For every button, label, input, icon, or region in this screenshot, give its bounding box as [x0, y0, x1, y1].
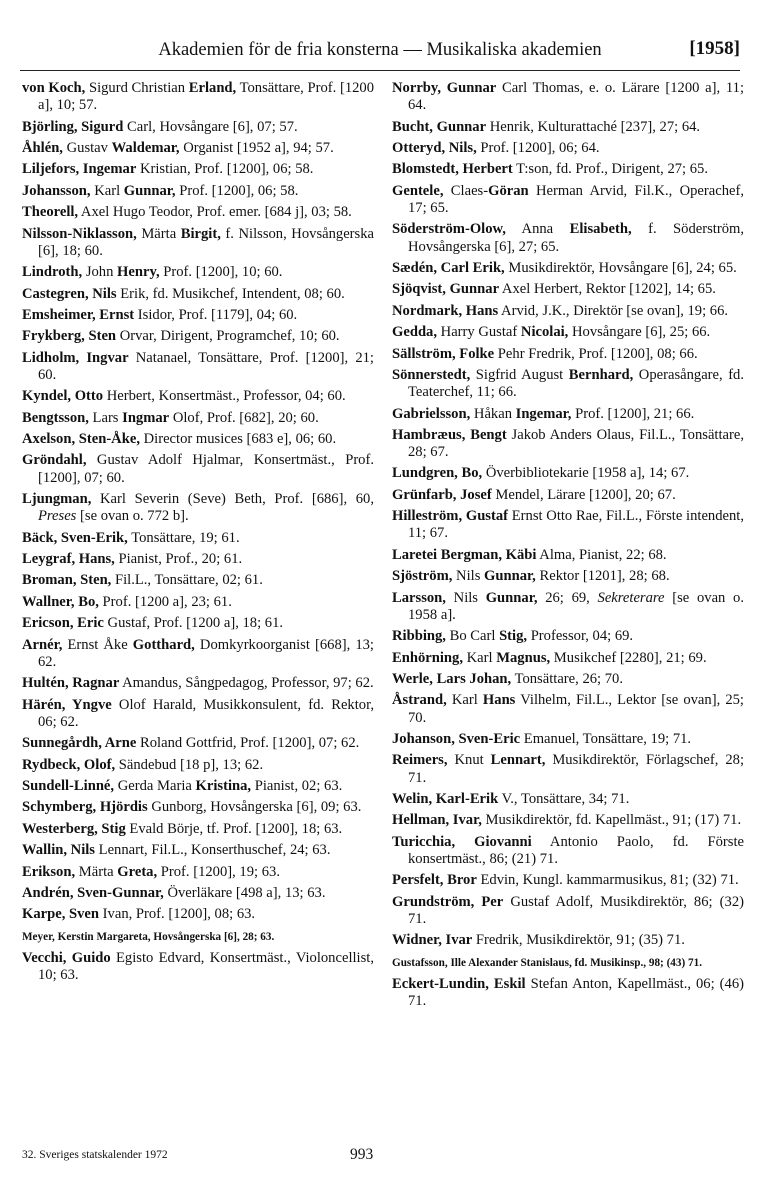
- entry-text: Prof. [1200], 21; 66.: [571, 405, 695, 422]
- page-header: [20, 38, 740, 64]
- register-entry: [392, 590, 744, 624]
- register-entry: [22, 226, 374, 260]
- entry-name: Reimers,: [392, 752, 448, 769]
- register-entry: [22, 183, 374, 200]
- entry-name: Henry,: [117, 264, 160, 281]
- register-entry: [392, 568, 744, 585]
- register-entry: [22, 286, 374, 303]
- entry-text: Herbert, Konsertmäst., Professor, 04; 60.: [103, 388, 346, 405]
- register-entry: [22, 757, 374, 774]
- register-entry: [392, 487, 744, 504]
- register-entry: [22, 204, 374, 221]
- register-entry: [22, 735, 374, 752]
- entry-text: Håkan: [470, 405, 516, 422]
- register-entry: [22, 864, 374, 881]
- register-entry: [22, 80, 374, 114]
- running-title: Akademien för de fria konsterna — Musikaliska akademien: [158, 40, 602, 60]
- register-entry: [22, 778, 374, 795]
- entry-name: Lundgren, Bo,: [392, 465, 483, 482]
- entry-name: Gunnar,: [485, 589, 538, 606]
- entry-text: Claes-: [443, 182, 489, 199]
- entry-text: Sigurd Christian: [85, 80, 189, 96]
- entry-name: Johansson,: [22, 182, 91, 199]
- entry-text: 26; 69,: [537, 589, 598, 606]
- entry-name: Wallner, Bo,: [22, 593, 99, 610]
- register-entry: [392, 872, 744, 889]
- register-entry: [392, 119, 744, 136]
- register-entry: [392, 628, 744, 645]
- entry-name: Grundström, Per: [392, 893, 504, 910]
- entry-name: Leygraf, Hans,: [22, 551, 115, 568]
- entry-text: Arvid, J.K., Direktör [se ovan], 19; 66.: [498, 302, 729, 319]
- entry-name: Ingmar: [122, 409, 170, 426]
- register-entry: [22, 119, 374, 136]
- entry-name: Kristina,: [195, 777, 252, 794]
- entry-name: Magnus,: [496, 649, 551, 666]
- register-entry: [392, 894, 744, 928]
- entry-text: Gerda Maria: [114, 777, 196, 794]
- entry-text: Organist [1952 a], 94; 57.: [179, 139, 334, 156]
- entry-text: Karl: [446, 692, 483, 709]
- entry-name: Rydbeck, Olof,: [22, 756, 116, 773]
- entry-name: Liljefors, Ingemar: [22, 161, 137, 178]
- entry-text: Musikdirektör, Hovsångare [6], 24; 65.: [504, 259, 737, 276]
- entry-text: Jakob Anders Olaus, Fil.L., Tonsättare, 28; 67.: [408, 426, 744, 461]
- register-entry: [392, 692, 744, 726]
- entry-text: Evald Börje, tf. Prof. [1200], 18; 63.: [125, 820, 343, 837]
- entry-text: Stefan Anton, Kapellmäst., 06; (46) 71.: [408, 976, 744, 1010]
- entry-name: Vecchi, Guido: [22, 950, 111, 967]
- entry-name: Erikson,: [22, 863, 76, 880]
- entry-text: Överläkare [498 a], 13; 63.: [163, 884, 326, 901]
- entry-name: Söderström-Olow,: [392, 221, 506, 238]
- entry-text: Prof. [1200 a], 23; 61.: [98, 593, 232, 610]
- entry-name: Norrby, Gunnar: [392, 80, 497, 96]
- entry-name: Larsson,: [392, 589, 446, 606]
- entry-name: Blomstedt, Herbert: [392, 161, 513, 178]
- register-entry: [392, 508, 744, 542]
- register-entry: [22, 551, 374, 568]
- register-entry: [22, 697, 374, 731]
- entry-name: Nicolai,: [520, 324, 569, 341]
- entry-text: Knut: [447, 752, 491, 769]
- entry-text: Nils: [445, 589, 486, 606]
- entry-text: Kristian, Prof. [1200], 06; 58.: [136, 161, 314, 178]
- entry-text: Tonsättare, Prof. [1200 a], 10; 57.: [38, 80, 375, 114]
- entry-name: Gotthard,: [132, 636, 195, 653]
- entry-name: Lennart,: [490, 752, 546, 769]
- entry-text: Musikdirektör, Förlagschef, 28; 71.: [408, 752, 744, 786]
- entry-name: Ericson, Eric: [22, 615, 104, 632]
- register-entry: [392, 221, 744, 255]
- entry-text: Anna: [505, 221, 570, 238]
- entry-text: V., Tonsättare, 34; 71.: [498, 790, 630, 807]
- entry-name: Nilsson-Niklasson,: [22, 225, 137, 242]
- entry-name: Johanson, Sven-Eric: [392, 731, 521, 747]
- entry-text: Ernst Åke: [62, 636, 133, 653]
- entry-text: Amandus, Sångpedagog, Professor, 97; 62.: [119, 675, 374, 692]
- entry-text: Antonio Paolo, fd. Förste konsertmäst., 86; (21) 71.: [408, 833, 744, 867]
- entry-text: Orvar, Dirigent, Programchef, 10; 60.: [116, 328, 340, 345]
- entry-name: Welin, Karl-Erik: [392, 790, 499, 807]
- register-entry: [22, 491, 374, 525]
- entry-text: Gustaf Adolf, Musikdirektör, 86; (32) 71.: [408, 893, 744, 927]
- register-entry: [392, 547, 744, 564]
- entry-text: Musikdirektör, fd. Kapellmäst., 91; (17) 71.: [481, 812, 742, 829]
- entry-name: Åstrand,: [392, 692, 447, 709]
- entry-text: Harry Gustaf: [437, 324, 521, 341]
- register-entry: [22, 530, 374, 547]
- entry-text: Fredrik, Musikdirektör, 91; (35) 71.: [472, 932, 685, 949]
- entry-text: Henrik, Kulturattaché [237], 27; 64.: [486, 118, 701, 135]
- entry-name: Theorell,: [22, 204, 79, 221]
- entry-name: Göran: [488, 182, 529, 199]
- entry-text: Natanael, Tonsättare, Prof. [1200], 21; 60.: [38, 349, 374, 383]
- entry-name: Greta,: [117, 863, 158, 880]
- entry-name: Gunnar,: [484, 568, 536, 585]
- entry-text: Lennart, Fil.L., Konserthuschef, 24; 63.: [95, 842, 331, 859]
- entry-text: Gustav: [62, 139, 112, 156]
- entry-text: Domkyrkoorganist [668], 13; 62.: [38, 636, 374, 670]
- entry-text: f. Nilsson, Hovsångerska [6], 18; 60.: [38, 225, 374, 259]
- entry-text: Ernst Otto Rae, Fil.L., Förste intendent, 11; 67.: [408, 508, 744, 542]
- entry-text: [se ovan o. 1958 a].: [408, 589, 744, 623]
- entry-text: Rektor [1201], 28; 68.: [535, 568, 670, 585]
- entry-text: Nils: [452, 568, 485, 585]
- register-entry: [22, 140, 374, 157]
- register-entry: [392, 80, 744, 114]
- register-entry: [22, 161, 374, 178]
- entry-name: Ingemar,: [515, 405, 572, 422]
- entry-text: Hovsångare [6], 25; 66.: [568, 324, 711, 341]
- register-entry: [392, 752, 744, 786]
- register-entry: [392, 346, 744, 363]
- entry-text: Mendel, Lärare [1200], 20; 67.: [491, 486, 676, 503]
- entry-text: Alma, Pianist, 22; 68.: [536, 546, 667, 563]
- register-entry: [392, 731, 744, 748]
- entry-name: Sönnerstedt,: [392, 366, 471, 383]
- register-entry: [22, 928, 374, 946]
- entry-text: Preses: [38, 508, 77, 525]
- entry-text: Pianist, Prof., 20; 61.: [114, 551, 243, 568]
- register-entry: [392, 812, 744, 829]
- entry-name: Hultén, Ragnar: [22, 675, 120, 692]
- entry-text: Axel Hugo Teodor, Prof. emer. [684 j], 03; 58.: [78, 204, 352, 221]
- entry-name: Åhlén,: [22, 139, 63, 156]
- entry-name: Laretei Bergman, Käbi: [392, 546, 537, 563]
- register-entry: [22, 885, 374, 902]
- register-entry: [392, 183, 744, 217]
- entry-text: Axel Herbert, Rektor [1202], 14; 65.: [499, 281, 716, 298]
- entry-text: Operasångare, fd. Teaterchef, 11; 66.: [408, 366, 745, 401]
- register-entry: [22, 615, 374, 632]
- entry-name: Turicchia, Giovanni: [392, 833, 532, 850]
- entry-text: John: [82, 264, 118, 281]
- entry-name: Gentele,: [392, 182, 444, 199]
- entry-name: Elisabeth,: [569, 221, 632, 238]
- entry-text: Fil.L., Tonsättare, 02; 61.: [111, 572, 263, 589]
- register-entry: [392, 324, 744, 341]
- entry-name: Schymberg, Hjördis: [22, 799, 148, 816]
- entry-text: Isidor, Prof. [1179], 04; 60.: [134, 306, 298, 323]
- entry-name: Broman, Sten,: [22, 572, 112, 589]
- entry-text: Musikchef [2280], 21; 69.: [550, 649, 707, 666]
- register-entry: [22, 452, 374, 486]
- entry-name: Axelson, Sten-Åke,: [22, 431, 140, 448]
- entry-name: Hans: [482, 692, 516, 709]
- entry-text: Olof, Prof. [682], 20; 60.: [169, 409, 319, 426]
- entry-text: Karl: [90, 182, 124, 199]
- header-rule: [20, 70, 740, 71]
- entry-name: Gedda,: [392, 324, 438, 341]
- entry-name: Eckert-Lundin, Eskil: [392, 976, 526, 993]
- register-entry: [22, 350, 374, 384]
- entry-name: Gunnar,: [123, 182, 176, 199]
- entry-name: Ljungman,: [22, 491, 92, 508]
- entry-text: Prof. [1200], 10; 60.: [159, 264, 283, 281]
- entry-name: Sunnegårdh, Arne: [22, 735, 137, 752]
- entry-text: Egisto Edvard, Konsertmäst., Violoncellist, 10; 63.: [38, 950, 374, 984]
- register-entry: [22, 950, 374, 984]
- entry-text: [se ovan o. 772 b].: [76, 508, 189, 525]
- register-entry: [392, 367, 744, 401]
- entry-text: Roland Gottfrid, Prof. [1200], 07; 62.: [136, 735, 360, 752]
- entry-text: Märta: [75, 863, 118, 880]
- entry-text: Olof Harald, Musikkonsulent, fd. Rektor, 06; 62.: [38, 696, 375, 730]
- entry-text: T:son, fd. Prof., Dirigent, 27; 65.: [512, 161, 708, 178]
- entry-name: Hilleström, Gustaf: [392, 508, 509, 525]
- register-entry: [22, 799, 374, 816]
- entry-name: Waldemar,: [111, 139, 180, 156]
- register-entry: [22, 328, 374, 345]
- entry-name: Bäck, Sven-Erik,: [22, 529, 128, 546]
- entry-name: Westerberg, Stig: [22, 820, 126, 837]
- entry-text: Herman Arvid, Fil.K., Operachef, 17; 65.: [408, 182, 744, 216]
- register-entry: [392, 791, 744, 808]
- entry-name: Bengtsson,: [22, 409, 89, 426]
- entry-name: Werle, Lars Johan,: [392, 671, 512, 688]
- register-entry: [22, 675, 374, 692]
- entry-name: Gustafsson, Ille Alexander Stanislaus, fd. Musikinsp., 98; (43) 71.: [392, 956, 702, 969]
- entry-text: Ivan, Prof. [1200], 08; 63.: [99, 906, 256, 923]
- entry-name: Meyer, Kerstin Margareta, Hovsångerska [6], 28; 63.: [22, 930, 275, 943]
- entry-text: Överbibliotekarie [1958 a], 14; 67.: [482, 465, 690, 482]
- entry-text: Edvin, Kungl. kammarmusikus, 81; (32) 71.: [476, 872, 739, 889]
- entry-text: Sigfrid August: [470, 366, 569, 383]
- register-entry: [22, 906, 374, 923]
- entry-text: Carl, Hovsångare [6], 07; 57.: [123, 118, 298, 135]
- register-entry: [392, 932, 744, 949]
- entry-name: Stig,: [499, 628, 528, 645]
- entry-name: Sundell-Linné,: [22, 777, 115, 794]
- register-entry: [392, 406, 744, 423]
- entry-name: Arnér,: [22, 636, 63, 653]
- entry-text: Gunborg, Hovsångerska [6], 09; 63.: [147, 799, 362, 816]
- entry-name: Sällström, Folke: [392, 345, 495, 362]
- entry-text: f. Söderström, Hovsångerska [6], 27; 65.: [408, 221, 744, 255]
- entry-text: Gustav Adolf Hjalmar, Konsertmäst., Prof. [1200], 07; 60.: [38, 452, 374, 486]
- entry-name: Erland,: [188, 80, 237, 96]
- entry-text: Tonsättare, 26; 70.: [511, 671, 623, 688]
- entry-name: Otteryd, Nils,: [392, 139, 477, 156]
- entry-name: Hellman, Ivar,: [392, 812, 482, 829]
- entry-name: Ribbing,: [392, 628, 446, 645]
- entry-text: Pianist, 02; 63.: [251, 777, 343, 794]
- register-entry: [392, 140, 744, 157]
- register-entry: [392, 281, 744, 298]
- entry-name: Enhörning,: [392, 649, 463, 666]
- register-entry: [392, 465, 744, 482]
- entry-text: Prof. [1200], 06; 58.: [175, 182, 299, 199]
- entry-name: von Koch,: [22, 80, 86, 96]
- register-entry: [392, 260, 744, 277]
- entry-name: Castegren, Nils: [22, 285, 117, 302]
- entry-name: Sjöqvist, Gunnar: [392, 281, 500, 298]
- page-number: 993: [350, 1146, 374, 1163]
- entry-text: Prof. [1200], 06; 64.: [476, 139, 600, 156]
- entry-name: Lidholm, Ingvar: [22, 349, 129, 366]
- entry-text: Vilhelm, Fil.L., Lektor [se ovan], 25; 70.: [408, 692, 744, 726]
- register-entry: [392, 834, 744, 868]
- entry-name: Frykberg, Sten: [22, 328, 117, 345]
- entry-name: Björling, Sigurd: [22, 118, 124, 135]
- register-entry: [392, 161, 744, 178]
- register-entry: [392, 303, 744, 320]
- entry-name: Karpe, Sven: [22, 906, 100, 923]
- register-entry: [392, 427, 744, 461]
- left-column: [22, 80, 374, 989]
- entry-text: Erik, fd. Musikchef, Intendent, 08; 60.: [116, 285, 345, 302]
- register-entry: [22, 594, 374, 611]
- entry-name: Birgit,: [180, 225, 221, 242]
- register-entry: [22, 264, 374, 281]
- register-entry: [22, 410, 374, 427]
- register-entry: [22, 307, 374, 324]
- register-entry: [392, 976, 744, 1010]
- entry-name: Emsheimer, Ernst: [22, 306, 135, 323]
- year-marker: [1958]: [689, 38, 740, 59]
- entry-name: Andrén, Sven-Gunnar,: [22, 884, 164, 901]
- entry-text: Sekreterare: [597, 589, 665, 606]
- entry-text: Märta: [136, 225, 181, 242]
- entry-name: Widner, Ivar: [392, 932, 473, 949]
- entry-text: Karl: [462, 649, 497, 666]
- entry-text: Karl Severin (Seve) Beth, Prof. [686], 60,: [91, 491, 374, 508]
- entry-name: Hambræus, Bengt: [392, 426, 507, 443]
- register-entry: [22, 572, 374, 589]
- entry-name: Bernhard,: [568, 366, 634, 383]
- register-entry: [392, 671, 744, 688]
- register-entry: [22, 637, 374, 671]
- entry-name: Bucht, Gunnar: [392, 118, 487, 135]
- entry-name: Sædén, Carl Erik,: [392, 259, 505, 276]
- entry-text: Pehr Fredrik, Prof. [1200], 08; 66.: [494, 345, 698, 362]
- register-entry: [22, 821, 374, 838]
- entry-name: Grünfarb, Josef: [392, 486, 492, 503]
- register-entry: [22, 842, 374, 859]
- entry-name: Gröndahl,: [22, 452, 87, 469]
- register-entry: [392, 954, 744, 972]
- entry-name: Härén, Yngve: [22, 696, 112, 713]
- entry-text: Director musices [683 e], 06; 60.: [139, 431, 337, 448]
- entry-name: Gabrielsson,: [392, 405, 471, 422]
- register-entry: [22, 431, 374, 448]
- entry-text: Tonsättare, 19; 61.: [127, 529, 240, 546]
- entry-name: Lindroth,: [22, 264, 83, 281]
- register-entry: [392, 650, 744, 667]
- entry-text: Sändebud [18 p], 13; 62.: [115, 756, 264, 773]
- right-column: [392, 80, 744, 1015]
- entry-text: Professor, 04; 69.: [527, 628, 634, 645]
- entry-name: Persfelt, Bror: [392, 872, 477, 889]
- entry-text: Lars: [88, 409, 123, 426]
- entry-text: Prof. [1200], 19; 63.: [157, 863, 280, 880]
- entry-text: Gustaf, Prof. [1200 a], 18; 61.: [103, 615, 284, 632]
- entry-name: Kyndel, Otto: [22, 388, 104, 405]
- entry-name: Sjöström,: [392, 568, 453, 585]
- entry-text: Carl Thomas, e. o. Lärare [1200 a], 11; 64.: [408, 80, 744, 114]
- entry-name: Wallin, Nils: [22, 842, 95, 859]
- entry-name: Nordmark, Hans: [392, 302, 499, 319]
- footer-source: 32. Sveriges statskalender 1972: [22, 1149, 168, 1161]
- entry-text: Emanuel, Tonsättare, 19; 71.: [520, 731, 692, 747]
- entry-text: Bo Carl: [445, 628, 500, 645]
- register-entry: [22, 388, 374, 405]
